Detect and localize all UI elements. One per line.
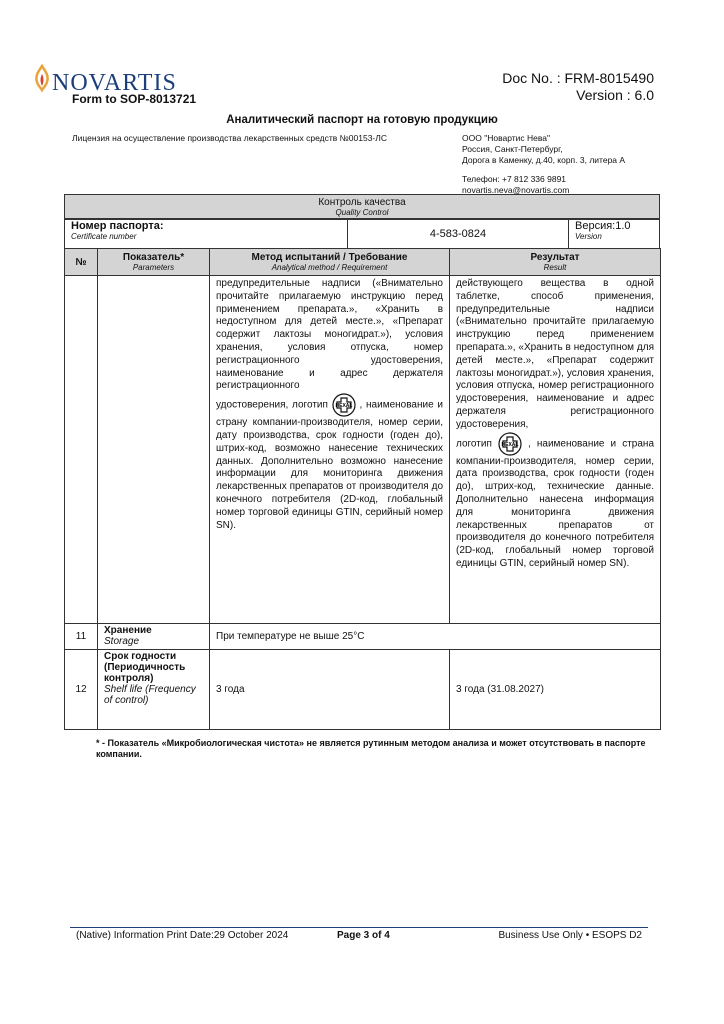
col-method-en: Analytical method / Requirement	[271, 263, 388, 272]
certificate-row	[64, 218, 660, 249]
novartis-logo	[32, 64, 52, 97]
document-info	[502, 70, 654, 104]
col-result-en: Result	[543, 263, 567, 272]
page-title: Аналитический паспорт на готовую продукцию	[226, 114, 498, 126]
col-param-en: Parameters	[132, 263, 175, 272]
hexal-logo-text: HEXAL	[335, 403, 353, 410]
company-name: NOVARTIS	[52, 70, 177, 96]
row-method-result: При температуре не выше 25°С	[210, 624, 661, 650]
quality-control-header	[64, 194, 660, 220]
doc-number: Doc No. : FRM-8015490	[502, 70, 654, 86]
method-text: предупредительные надписи («Внимательно прочитайте прилагаемую инструкцию перед применением препарата.», «Хранить в недоступном для детей месте.», «Препарат содержит лактозы моногидрат.»), условия хранения, условия отпуска, номер регистрационного удостоверения, наименование и адрес держателя регистрационного	[216, 278, 443, 392]
result-text: , наименование и страна компании-производителя, номер серии, дата производства, срок годности (годен до), штрих-код, технические данные. Дополнительно нанесена информация для мониторинга движения лекарственных препаратов от производителя до конечного потребителя (2D-код, глобальный номер торговой единицы GTIN, серийный номер SN).	[456, 438, 655, 569]
footer-divider	[70, 927, 648, 928]
row-number: 11	[65, 624, 98, 650]
results-table	[64, 248, 661, 730]
row-number: 12	[65, 650, 98, 730]
col-param: Показатель*	[122, 252, 185, 263]
form-reference: Form to SOP-8013721	[72, 92, 197, 106]
print-date: (Native) Information Print Date:29 October 2024	[76, 930, 289, 941]
page-number: Page 3 of 4	[337, 930, 390, 941]
qc-subtitle: Quality Control	[335, 208, 389, 217]
email: novartis.neva@novartis.com	[462, 185, 570, 195]
address-line: ООО "Новартис Нева"	[462, 133, 551, 143]
result-text: логотип	[456, 438, 492, 450]
hexal-logo-icon	[498, 432, 522, 456]
row-param: Хранение	[104, 625, 152, 636]
table-row	[65, 624, 661, 650]
footnote: * - Показатель «Микробиологическая чистота» не является рутинным методом анализа и может отсутствовать в паспорте компании.	[96, 738, 646, 759]
flame-icon	[32, 64, 52, 92]
address-line: Россия, Санкт-Петербург,	[462, 144, 563, 154]
row-param-en: Storage	[104, 636, 140, 647]
row-result: 3 года (31.08.2027)	[450, 650, 661, 730]
company-address	[462, 133, 625, 196]
row-param: Срок годности (Периодичность контроля)	[104, 651, 186, 684]
method-text: удостоверения, логотип	[216, 399, 328, 411]
version-label: Версия:1.0	[575, 220, 631, 232]
classification: Business Use Only • ESOPS D2	[498, 930, 642, 941]
certificate-number: 4-583-0824	[348, 219, 569, 249]
method-text: , наименование и страну компании-производителя, номер серии, дату производства, срок годности (годен до), штрих-код, возможно нанесение технических данных. Дополнительно возможно нанесение информации для мониторинга движения лекарственных препаратов от производителя до конечного потребителя (2D-код, глобальный номер торговой единицы GTIN, серийный номер SN).	[216, 399, 444, 531]
version-label-en: Version	[575, 232, 602, 241]
phone: Телефон: +7 812 336 9891	[462, 174, 567, 184]
certificate-label-en: Certificate number	[71, 232, 137, 241]
result-text: действующего вещества в одной таблетке, способ применения, предупредительные надписи («Внимательно прочитайте прилагаемую инструкцию перед применением препарата.», «Хранить в недоступном для детей месте.», «Препарат содержит лактозы моногидрат.»), условия хранения, условия отпуска, номер регистрационного удостоверения, наименование и адрес держателя регистрационного удостоверения,	[456, 278, 654, 430]
hexal-logo-icon	[332, 393, 356, 417]
col-result: Результат	[530, 252, 580, 263]
col-num: №	[75, 256, 87, 268]
doc-version: Version : 6.0	[576, 87, 654, 103]
row-method: 3 года	[210, 650, 450, 730]
hexal-logo-text: HEXAL	[501, 441, 519, 448]
table-row	[65, 276, 661, 624]
certificate-label: Номер паспорта:	[71, 220, 164, 232]
qc-title: Контроль качества	[318, 197, 406, 208]
table-row	[65, 650, 661, 730]
address-line: Дорога в Каменку, д.40, корп. 3, литера А	[462, 155, 626, 165]
table-header	[65, 249, 661, 276]
row-param-en: Shelf life (Frequency of control)	[104, 684, 196, 706]
license-text: Лицензия на осуществление производства лекарственных средств №00153-ЛС	[72, 133, 387, 143]
col-method: Метод испытаний / Требование	[251, 252, 408, 263]
